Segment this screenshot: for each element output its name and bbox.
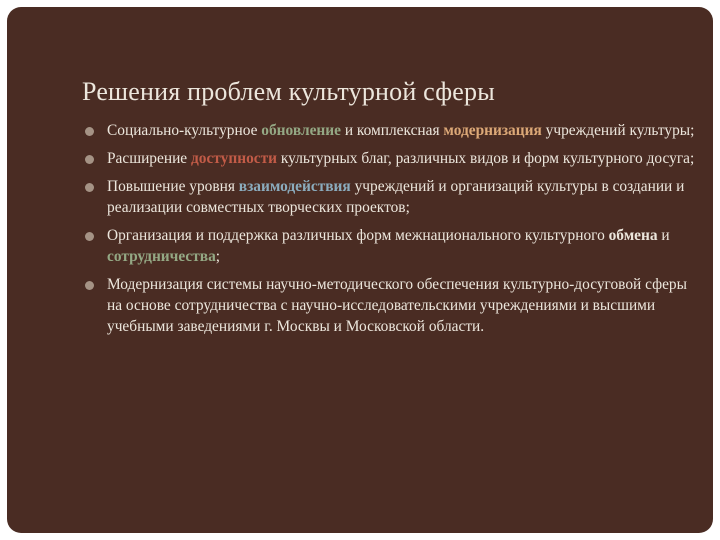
keyword-highlight: модернизация (443, 122, 542, 139)
bullet-text-segment: Расширение (107, 150, 191, 167)
bullet-item (82, 176, 702, 218)
bullet-text-segment: Модернизация системы научно-методического обеспечения культурно-досуговой сферы на основе сотрудничества с научно-исследовательскими учреждениями и высшими учебными заведениями г. Москвы и Московской области. (107, 276, 687, 335)
keyword-highlight: обновление (261, 122, 341, 139)
bullet-text-segment: культурных благ, различных видов и форм культурного досуга; (277, 150, 695, 167)
bullet-text-segment: Повышение уровня (107, 178, 239, 195)
bullet-text-segment: Социально-культурное (107, 122, 262, 139)
keyword-highlight: доступности (191, 150, 278, 167)
bullet-text-segment: ; (215, 248, 221, 265)
bullet-item (82, 225, 702, 267)
slide-title: Решения проблем культурной сферы (82, 77, 495, 106)
bullet-text (107, 227, 670, 265)
bullet-item (82, 274, 702, 337)
keyword-highlight: сотрудничества (107, 248, 216, 265)
keyword-highlight: взаимодействия (238, 178, 351, 195)
bullet-item (82, 120, 702, 141)
bullet-item (82, 148, 702, 169)
bullet-text (107, 150, 694, 167)
bullet-text-segment: учреждений и организаций культуры в создании и реализации совместных творческих проектов; (107, 178, 685, 216)
bullet-text-segment: учреждений культуры; (541, 122, 695, 139)
bullet-text-segment: и (657, 227, 670, 244)
bullet-dot-icon (85, 232, 94, 241)
bullet-text (107, 276, 687, 335)
bullet-text-segment: Организация и поддержка различных форм межнационального культурного (107, 227, 609, 244)
slide (7, 7, 713, 533)
keyword-highlight: обмена (608, 227, 658, 244)
bullet-text (107, 178, 684, 216)
bullet-text (107, 122, 694, 139)
bullet-dot-icon (85, 155, 94, 164)
bullet-list (82, 120, 702, 344)
bullet-dot-icon (85, 127, 94, 136)
bullet-text-segment: и комплексная (340, 122, 444, 139)
bullet-dot-icon (85, 281, 94, 290)
bullet-dot-icon (85, 183, 94, 192)
